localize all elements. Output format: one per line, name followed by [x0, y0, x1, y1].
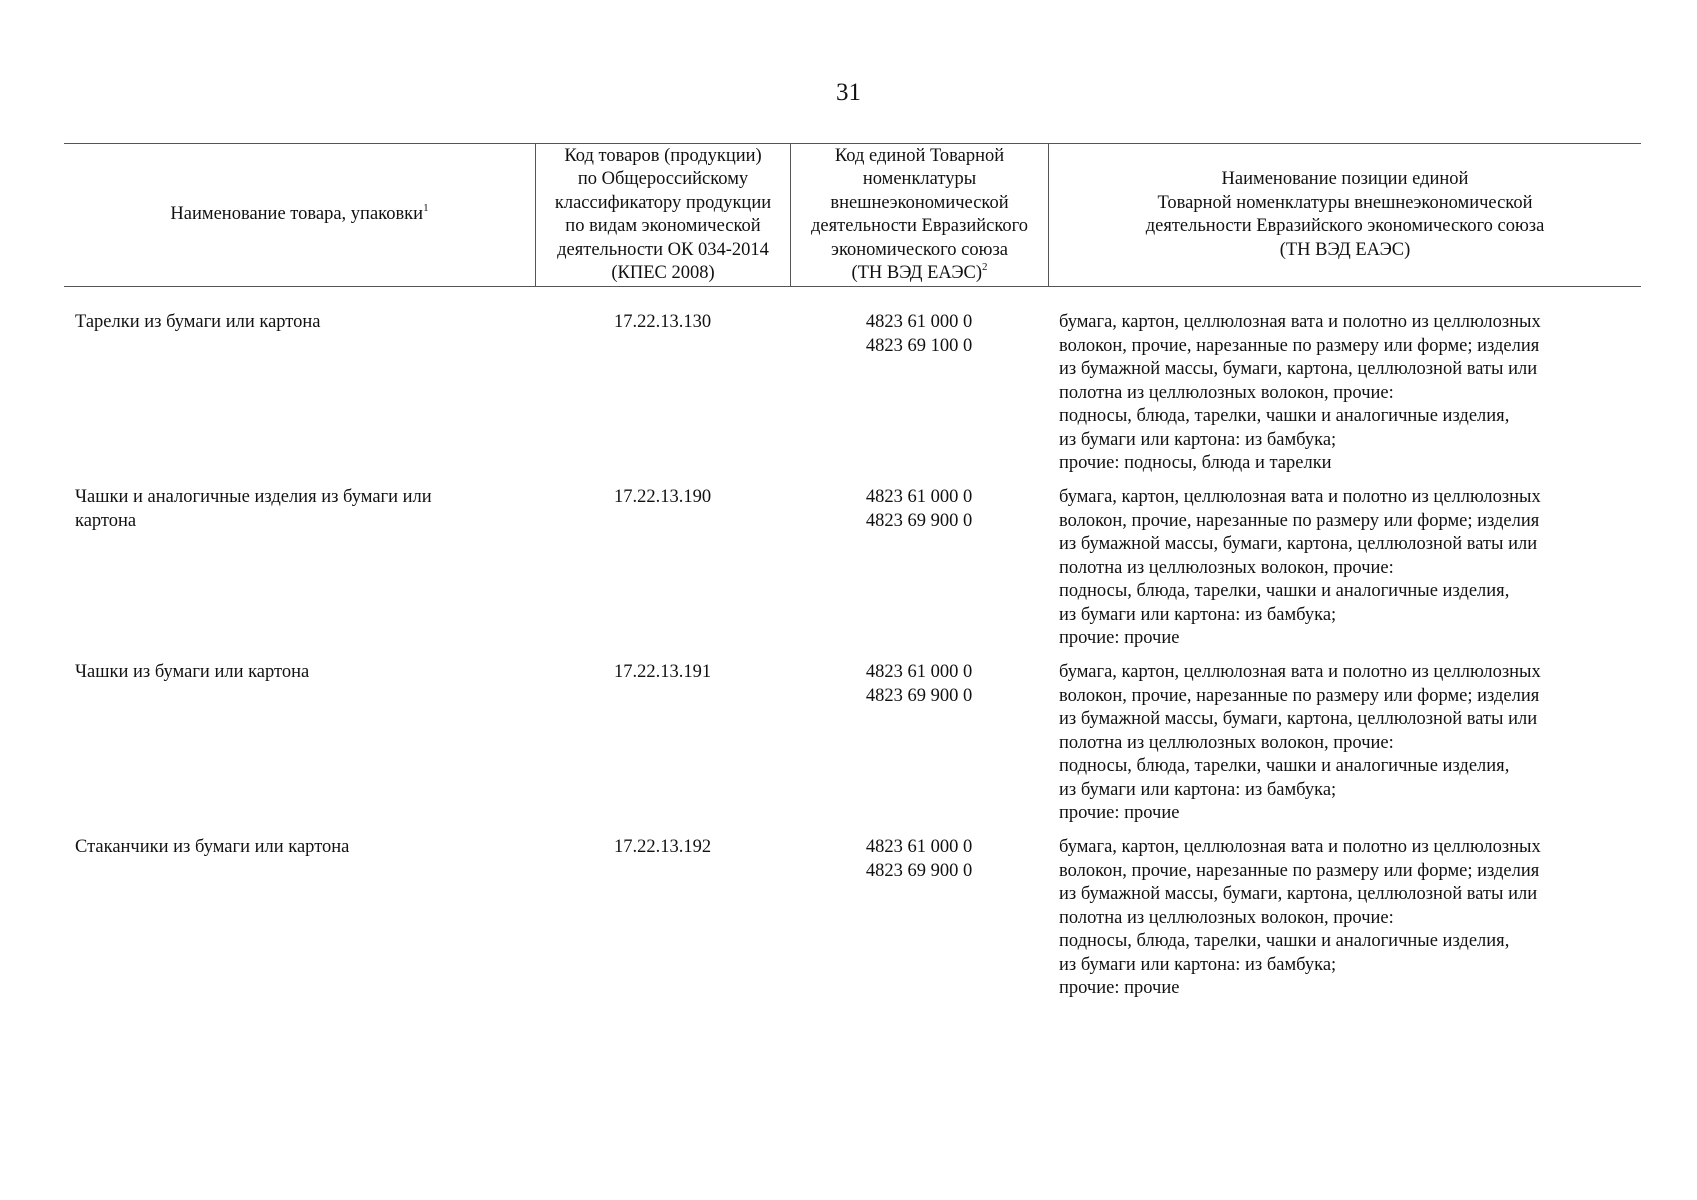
- table-row: [64, 486, 1641, 661]
- tnved-codes: 4823 61 000 0 4823 69 900 0: [865, 487, 973, 531]
- okpd-code: 17.22.13.130: [613, 312, 712, 332]
- product-name: Чашки и аналогичные изделия из бумаги или картона: [75, 487, 432, 531]
- tnved-codes: 4823 61 000 0 4823 69 900 0: [865, 837, 973, 881]
- tnved-description: бумага, картон, целлюлозная вата и полотно из целлюлозных волокон, прочие, нарезанные по размеру или форме; изделия из бумажной массы, бумаги, картона, целлюлозной ваты или полотна из целлюлозных волокон, прочие: подносы, блюда, тарелки, чашки и аналогичные изделия, из бумаги или картона: из бамбука; прочие: подносы, блюда и тарелки: [1059, 312, 1541, 473]
- tnved-codes: 4823 61 000 0 4823 69 100 0: [865, 312, 973, 356]
- table-row: [64, 661, 1641, 836]
- page-number: 31: [836, 79, 861, 106]
- okpd-code: 17.22.13.190: [613, 487, 712, 507]
- tnved-description: бумага, картон, целлюлозная вата и полотно из целлюлозных волокон, прочие, нарезанные по размеру или форме; изделия из бумажной массы, бумаги, картона, целлюлозной ваты или полотна из целлюлозных волокон, прочие: подносы, блюда, тарелки, чашки и аналогичные изделия, из бумаги или картона: из бамбука; прочие: прочие: [1059, 837, 1541, 998]
- tnved-codes: 4823 61 000 0 4823 69 900 0: [865, 662, 973, 706]
- table-row: [64, 836, 1641, 1011]
- table-header: [64, 143, 1641, 287]
- tnved-description: бумага, картон, целлюлозная вата и полотно из целлюлозных волокон, прочие, нарезанные по размеру или форме; изделия из бумажной массы, бумаги, картона, целлюлозной ваты или полотна из целлюлозных волокон, прочие: подносы, блюда, тарелки, чашки и аналогичные изделия, из бумаги или картона: из бамбука; прочие: прочие: [1059, 662, 1541, 823]
- header-product-name: Наименование товара, упаковки$^1$: [170, 202, 429, 225]
- tnved-description: бумага, картон, целлюлозная вата и полотно из целлюлозных волокон, прочие, нарезанные по размеру или форме; изделия из бумажной массы, бумаги, картона, целлюлозной ваты или полотна из целлюлозных волокон, прочие: подносы, блюда, тарелки, чашки и аналогичные изделия, из бумаги или картона: из бамбука; прочие: прочие: [1059, 487, 1541, 648]
- header-tnved-position-name: Наименование позиции единой Товарной номенклатуры внешнеэкономической деятельности Евразийского экономического союза (ТН ВЭД ЕАЭС): [1048, 144, 1641, 286]
- table-row: [64, 311, 1641, 486]
- product-name: Чашки из бумаги или картона: [75, 662, 310, 682]
- table-body: [64, 287, 1641, 1011]
- header-tnved-code: Код единой Товарной номенклатуры внешнеэкономической деятельности Евразийского экономического союза (ТН ВЭД ЕАЭС)$^2$: [790, 144, 1048, 286]
- header-okpd-code: Код товаров (продукции) по Общероссийскому классификатору продукции по видам экономической деятельности ОК 034-2014 (КПЕС 2008): [535, 144, 790, 286]
- goods-table: [64, 143, 1641, 1011]
- product-name: Тарелки из бумаги или картона: [75, 312, 321, 332]
- okpd-code: 17.22.13.192: [613, 837, 712, 857]
- product-name: Стаканчики из бумаги или картона: [75, 837, 350, 857]
- okpd-code: 17.22.13.191: [613, 662, 712, 682]
